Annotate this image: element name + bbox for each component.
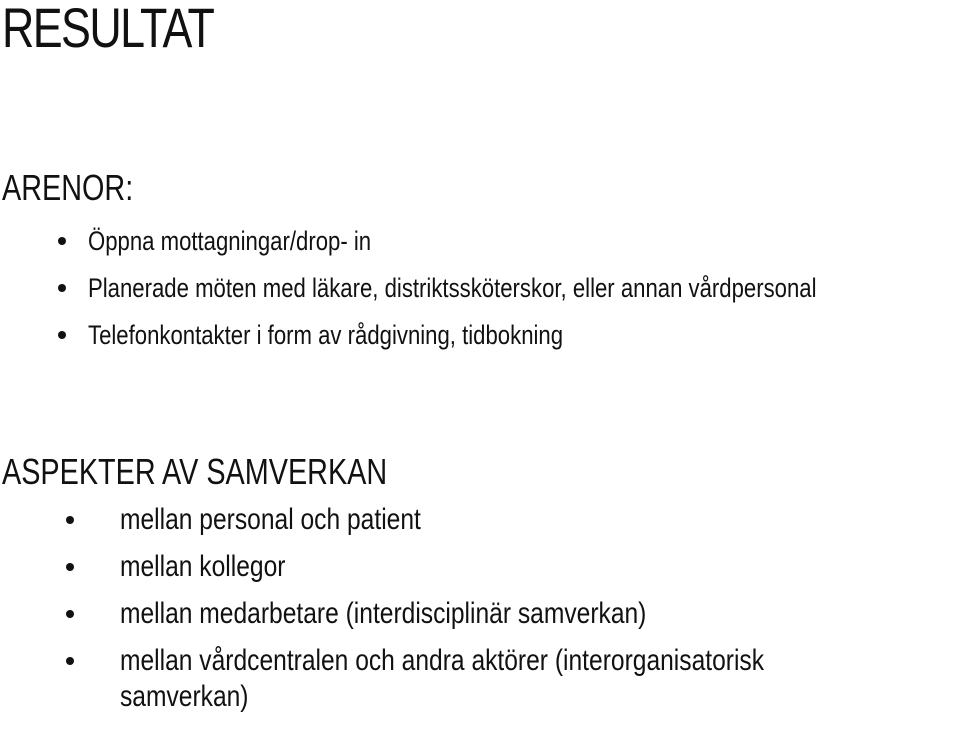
bullet-icon xyxy=(66,657,74,665)
list-item xyxy=(58,318,960,365)
list-item-text: Telefonkontakter i form av rådgivning, tidbokning xyxy=(88,320,564,350)
list-item-text: Öppna mottagningar/drop- in xyxy=(88,226,372,256)
list-item xyxy=(58,224,960,271)
arenor-list xyxy=(58,224,960,365)
bullet-icon xyxy=(58,237,66,245)
list-item-text: mellan personal och patient xyxy=(120,503,421,536)
bullet-icon xyxy=(58,284,66,292)
list-item-text: mellan kollegor xyxy=(120,550,286,583)
aspekter-list xyxy=(66,502,960,726)
bullet-icon xyxy=(66,610,74,618)
bullet-icon xyxy=(66,516,74,524)
list-item xyxy=(66,502,960,538)
page-title: RESULTAT xyxy=(2,0,214,59)
list-item xyxy=(58,271,960,318)
list-item-text: mellan medarbetare (interdisciplinär samverkan) xyxy=(120,597,647,630)
section-heading-aspekter: ASPEKTER AV SAMVERKAN xyxy=(2,451,388,492)
list-item xyxy=(66,643,960,715)
bullet-icon xyxy=(66,563,74,571)
section-heading-arenor: ARENOR: xyxy=(2,167,134,208)
bullet-icon xyxy=(58,331,66,339)
list-item xyxy=(66,549,960,585)
list-item-text: mellan vårdcentralen och andra aktörer (interorganisatorisk samverkan) xyxy=(120,644,765,713)
list-item xyxy=(66,596,960,632)
list-item-text: Planerade möten med läkare, distriktssköterskor, eller annan vårdpersonal xyxy=(88,273,817,303)
